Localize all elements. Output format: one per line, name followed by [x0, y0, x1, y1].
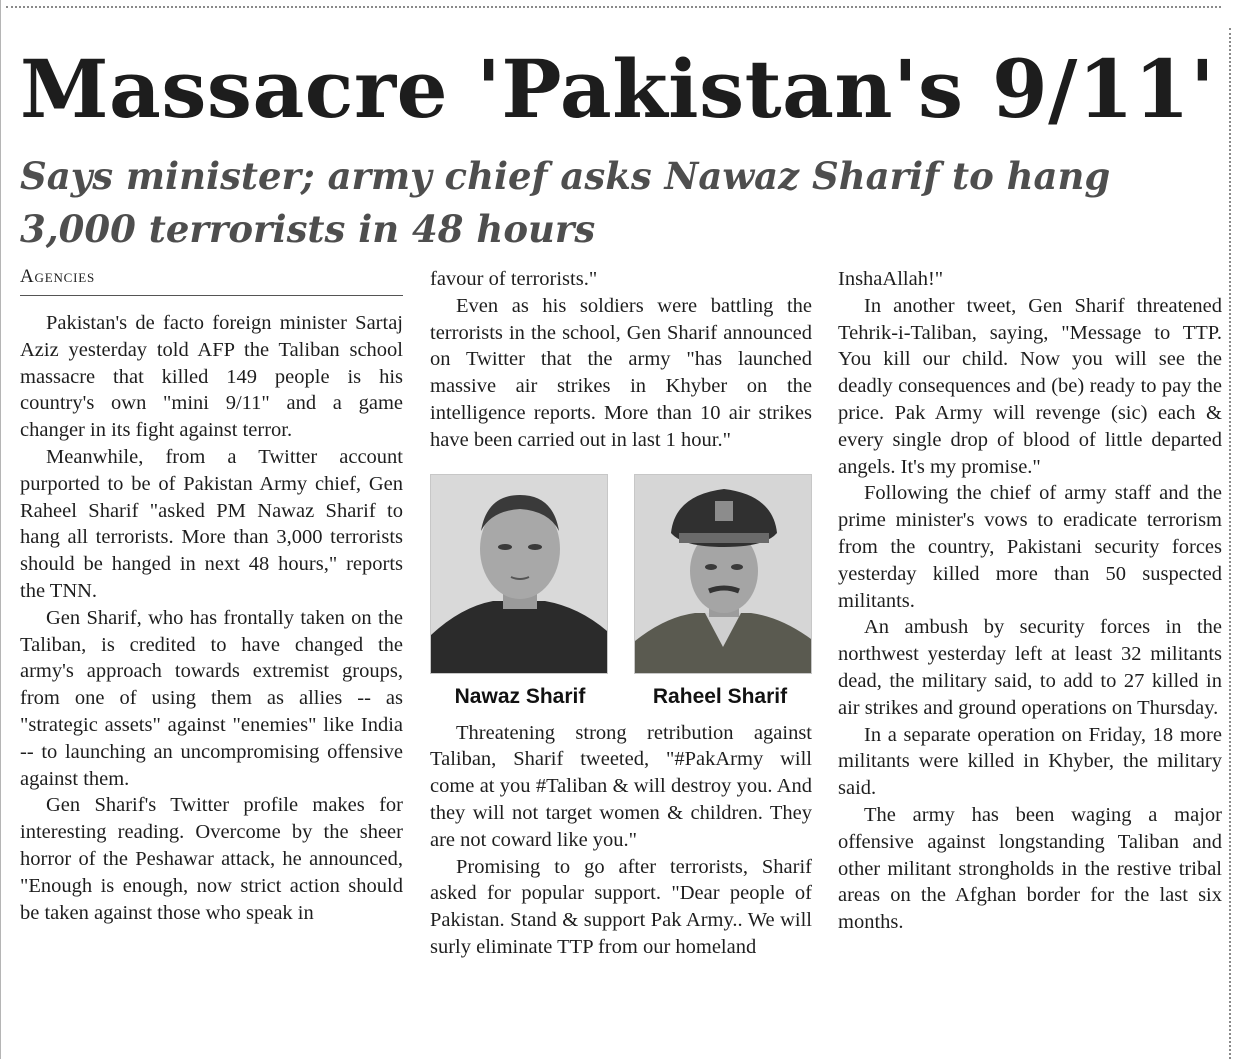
- paragraph: Following the chief of army staff and the prime minister's vows to eradicate terrorism from the country, Pakistani security forces yesterday killed more than 50 suspected militants.: [838, 482, 1222, 612]
- paragraph: Meanwhile, from a Twitter account purported to be of Pakistan Army chief, Gen Raheel Sharif "asked PM Nawaz Sharif to hang all terrorists. More than 3,000 terrorists should be hanged in next 48 hours," reports the TNN.: [20, 445, 403, 602]
- page-left-rule: [0, 0, 1, 1059]
- photo-caption: Raheel Sharif: [652, 684, 788, 708]
- paragraph: Gen Sharif, who has frontally taken on the Taliban, is credited to have changed the army's approach towards extremist groups, from one of using them as allies -- as "strategic assets" against "enemies" like India -- to launching an uncompromising offensive against them.: [20, 606, 403, 790]
- byline: Agencies: [20, 266, 403, 296]
- paragraph: favour of terrorists.": [430, 268, 598, 290]
- article-column-3: [838, 266, 1222, 936]
- paragraph: In a separate operation on Friday, 18 more militants were killed in Khyber, the military said.: [838, 723, 1222, 800]
- photo-caption: Nawaz Sharif: [454, 684, 586, 708]
- subheadline: Says minister; army chief asks Nawaz Sharif to hang 3,000 terrorists in 48 hours: [20, 154, 1111, 251]
- paragraph: Threatening strong retribution against Taliban, Sharif tweeted, "#PakArmy will come at you #Taliban & will destroy you. And they will not target women & children. They are not coward like you.": [430, 721, 812, 851]
- paragraph: InshaAllah!": [838, 268, 944, 290]
- paragraph: Even as his soldiers were battling the terrorists in the school, Gen Sharif announced on Twitter that the army "has launched massive air strikes in Khyber on the intelligence reports. More than 10 air strikes have been carried out in last 1 hour.": [430, 294, 812, 451]
- nawaz-sharif-photo: [430, 474, 608, 674]
- article-column-2: [430, 266, 812, 961]
- photo-row: [430, 474, 812, 716]
- article-column-1: [20, 266, 403, 926]
- headline: Massacre 'Pakistan's 9/11': [20, 42, 1216, 136]
- paragraph: Promising to go after terrorists, Sharif asked for popular support. "Dear people of Pakistan. Stand & support Pak Army.. We will surly eliminate TTP from our homeland: [430, 855, 812, 958]
- paragraph: Gen Sharif's Twitter profile makes for interesting reading. Overcome by the sheer horror of the Peshawar attack, he announced, "Enough is enough, now strict action should be taken against those who speak in: [20, 794, 403, 924]
- paragraph: The army has been waging a major offensive against longstanding Taliban and other militant strongholds in the restive tribal areas on the Afghan border for the last six months.: [838, 803, 1222, 934]
- right-dotted-border: [1229, 28, 1231, 1059]
- paragraph: Pakistan's de facto foreign minister Sartaj Aziz yesterday told AFP the Taliban school massacre that killed 149 people is his country's own "mini 9/11" and a game changer in its fight against terror.: [20, 312, 403, 442]
- top-dotted-border: [6, 6, 1221, 8]
- paragraph: In another tweet, Gen Sharif threatened Tehrik-i-Taliban, saying, "Message to TTP. You kill our child. Now you will see the deadly consequences and (be) ready to pay the price. Pak Army will revenge (sic) each & every single drop of blood of little departed angels. It's my promise.": [838, 294, 1222, 478]
- raheel-sharif-photo: [634, 474, 812, 674]
- paragraph: An ambush by security forces in the northwest yesterday left at least 32 militants dead, the military said, to add to 27 killed in air strikes and ground operations on Thursday.: [838, 616, 1222, 719]
